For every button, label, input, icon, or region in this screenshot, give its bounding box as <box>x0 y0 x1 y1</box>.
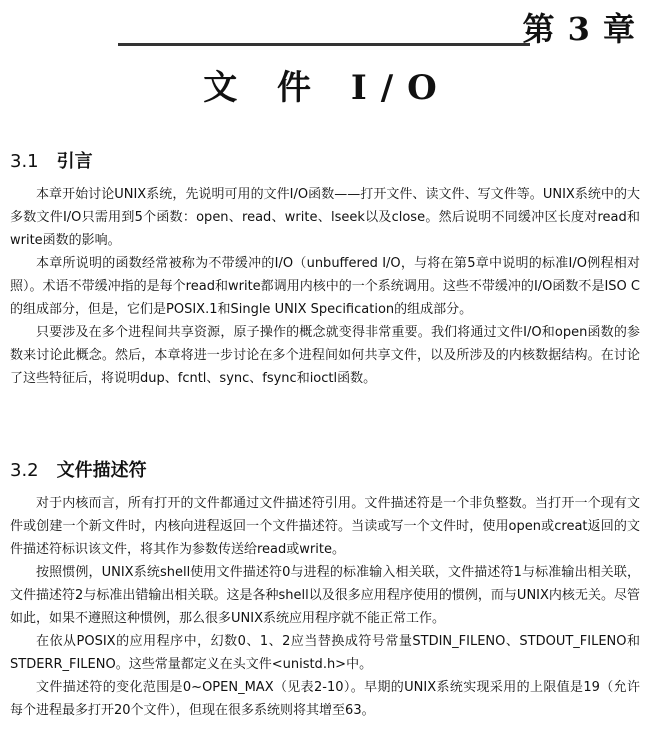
section-heading-3-1 <box>10 147 93 173</box>
section-body-3-1 <box>10 183 640 390</box>
paragraph: 本章所说明的函数经常被称为不带缓冲的I/O（unbuffered I/O，与将在第5章中说明的标准I/O例程相对照）。术语不带缓冲指的是每个read和write都调用内核中的一个系统调用。这些不带缓冲的I/O函数不是ISO C的组成部分，但是，它们是POSIX.1和Single UNIX Specification的组成部分。 <box>10 256 640 317</box>
section-number: 3.1 <box>10 151 39 172</box>
paragraph: 文件描述符的变化范围是0~OPEN_MAX（见表2-10）。早期的UNIX系统实现采用的上限值是19（允许每个进程最多打开20个文件），但现在很多系统则将其增至63。 <box>10 680 640 718</box>
section-body-3-2 <box>10 492 640 722</box>
section-heading-3-2 <box>10 456 147 482</box>
chapter-label: 第 3 章 <box>522 10 636 48</box>
section-title: 引言 <box>56 151 93 172</box>
paragraph: 对于内核而言，所有打开的文件都通过文件描述符引用。文件描述符是一个非负整数。当打开一个现有文件或创建一个新文件时，内核向进程返回一个文件描述符。当读或写一个文件时，使用open或creat返回的文件描述符标识该文件，将其作为参数传送给read或write。 <box>10 496 640 557</box>
paragraph: 按照惯例，UNIX系统shell使用文件描述符0与进程的标准输入相关联，文件描述符1与标准输出相关联，文件描述符2与标准出错输出相关联。这是各种shell以及很多应用程序使用的惯例，而与UNIX内核无关。尽管如此，如果不遵照这种惯例，那么很多UNIX系统应用程序就不能正常工作。 <box>10 565 640 626</box>
section-title: 文件描述符 <box>56 460 147 481</box>
paragraph: 在依从POSIX的应用程序中，幻数0、1、2应当替换成符号常量STDIN_FILENO、STDOUT_FILENO和STDERR_FILENO。这些常量都定义在头文件<unistd.h>中。 <box>10 634 640 672</box>
paragraph: 只要涉及在多个进程间共享资源，原子操作的概念就变得非常重要。我们将通过文件I/O和open函数的参数来讨论此概念。然后，本章将进一步讨论在多个进程间如何共享文件，以及所涉及的内核数据结构。在讨论了这些特征后，将说明dup、fcntl、sync、fsync和ioctl函数。 <box>10 325 640 386</box>
section-number: 3.2 <box>10 460 39 481</box>
chapter-title: 文 件 I/O <box>203 68 451 108</box>
chapter-rule <box>118 43 530 46</box>
paragraph: 本章开始讨论UNIX系统，先说明可用的文件I/O函数——打开文件、读文件、写文件等。UNIX系统中的大多数文件I/O只需用到5个函数：open、read、write、lseek以及close。然后说明不同缓冲区长度对read和write函数的影响。 <box>10 187 640 248</box>
